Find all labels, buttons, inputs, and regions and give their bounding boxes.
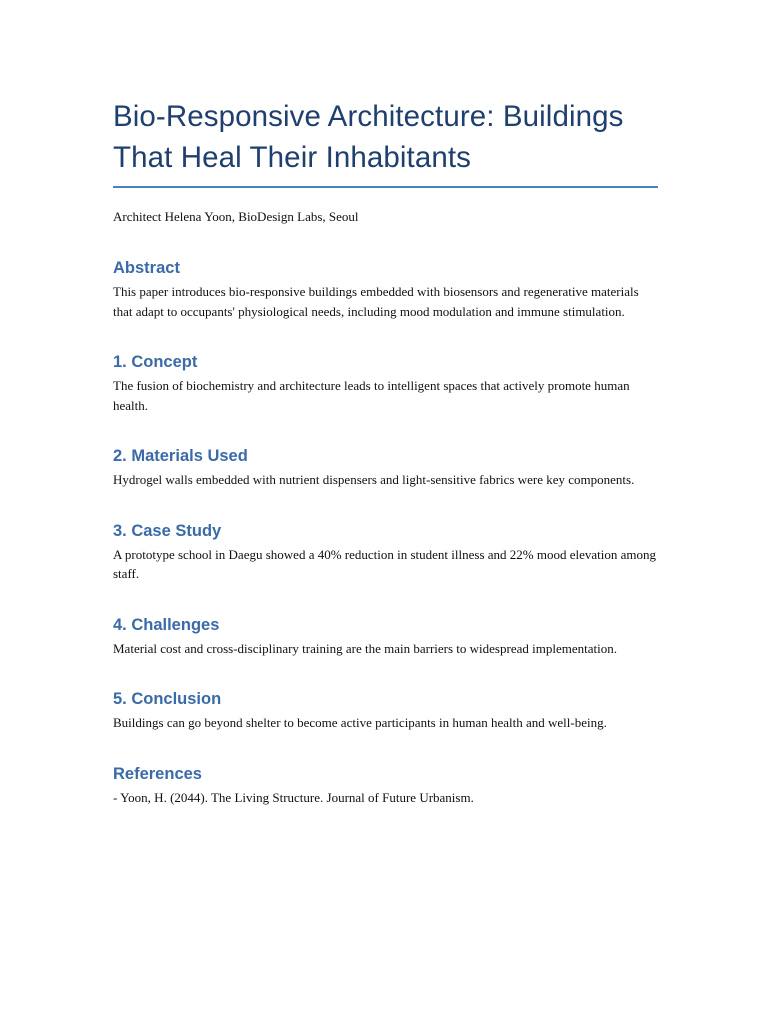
reference-item: - Yoon, H. (2044). The Living Structure. Journal of Future Urbanism. [113, 789, 474, 805]
section-heading: 2. Materials Used [113, 447, 248, 465]
section-text: Hydrogel walls embedded with nutrient dispensers and light-sensitive fabrics were key components. [113, 472, 635, 487]
section-text: A prototype school in Daegu showed a 40% reduction in student illness and 22% mood elevation among staff. [113, 546, 657, 581]
section-heading: Abstract [113, 259, 180, 277]
section-heading: 4. Challenges [113, 615, 220, 634]
section-challenges [113, 615, 658, 659]
author-line: Architect Helena Yoon, BioDesign Labs, Seoul [113, 209, 359, 224]
section-heading: 3. Case Study [113, 521, 222, 540]
section-heading: 5. Conclusion [113, 690, 222, 708]
section-text: This paper introduces bio-responsive buildings embedded with biosensors and regenerative materials that adapt to occupants' physiological needs, including mood modulation and immune stimulation. [113, 284, 639, 319]
section-materials [113, 446, 658, 490]
document-page [113, 96, 658, 807]
section-text: Buildings can go beyond shelter to become active participants in human health and well-being. [113, 715, 607, 730]
section-abstract [113, 258, 658, 321]
section-text: Material cost and cross-disciplinary training are the main barriers to widespread implementation. [113, 640, 617, 656]
document-title: Bio-Responsive Architecture: Buildings That Heal Their Inhabitants [113, 96, 658, 188]
section-conclusion [113, 689, 658, 733]
section-heading: 1. Concept [113, 353, 198, 371]
section-references [113, 764, 658, 808]
section-case-study [113, 521, 658, 584]
section-text: The fusion of biochemistry and architecture leads to intelligent spaces that actively promote human health. [113, 378, 630, 413]
section-heading: References [113, 764, 202, 783]
section-concept [113, 352, 658, 415]
